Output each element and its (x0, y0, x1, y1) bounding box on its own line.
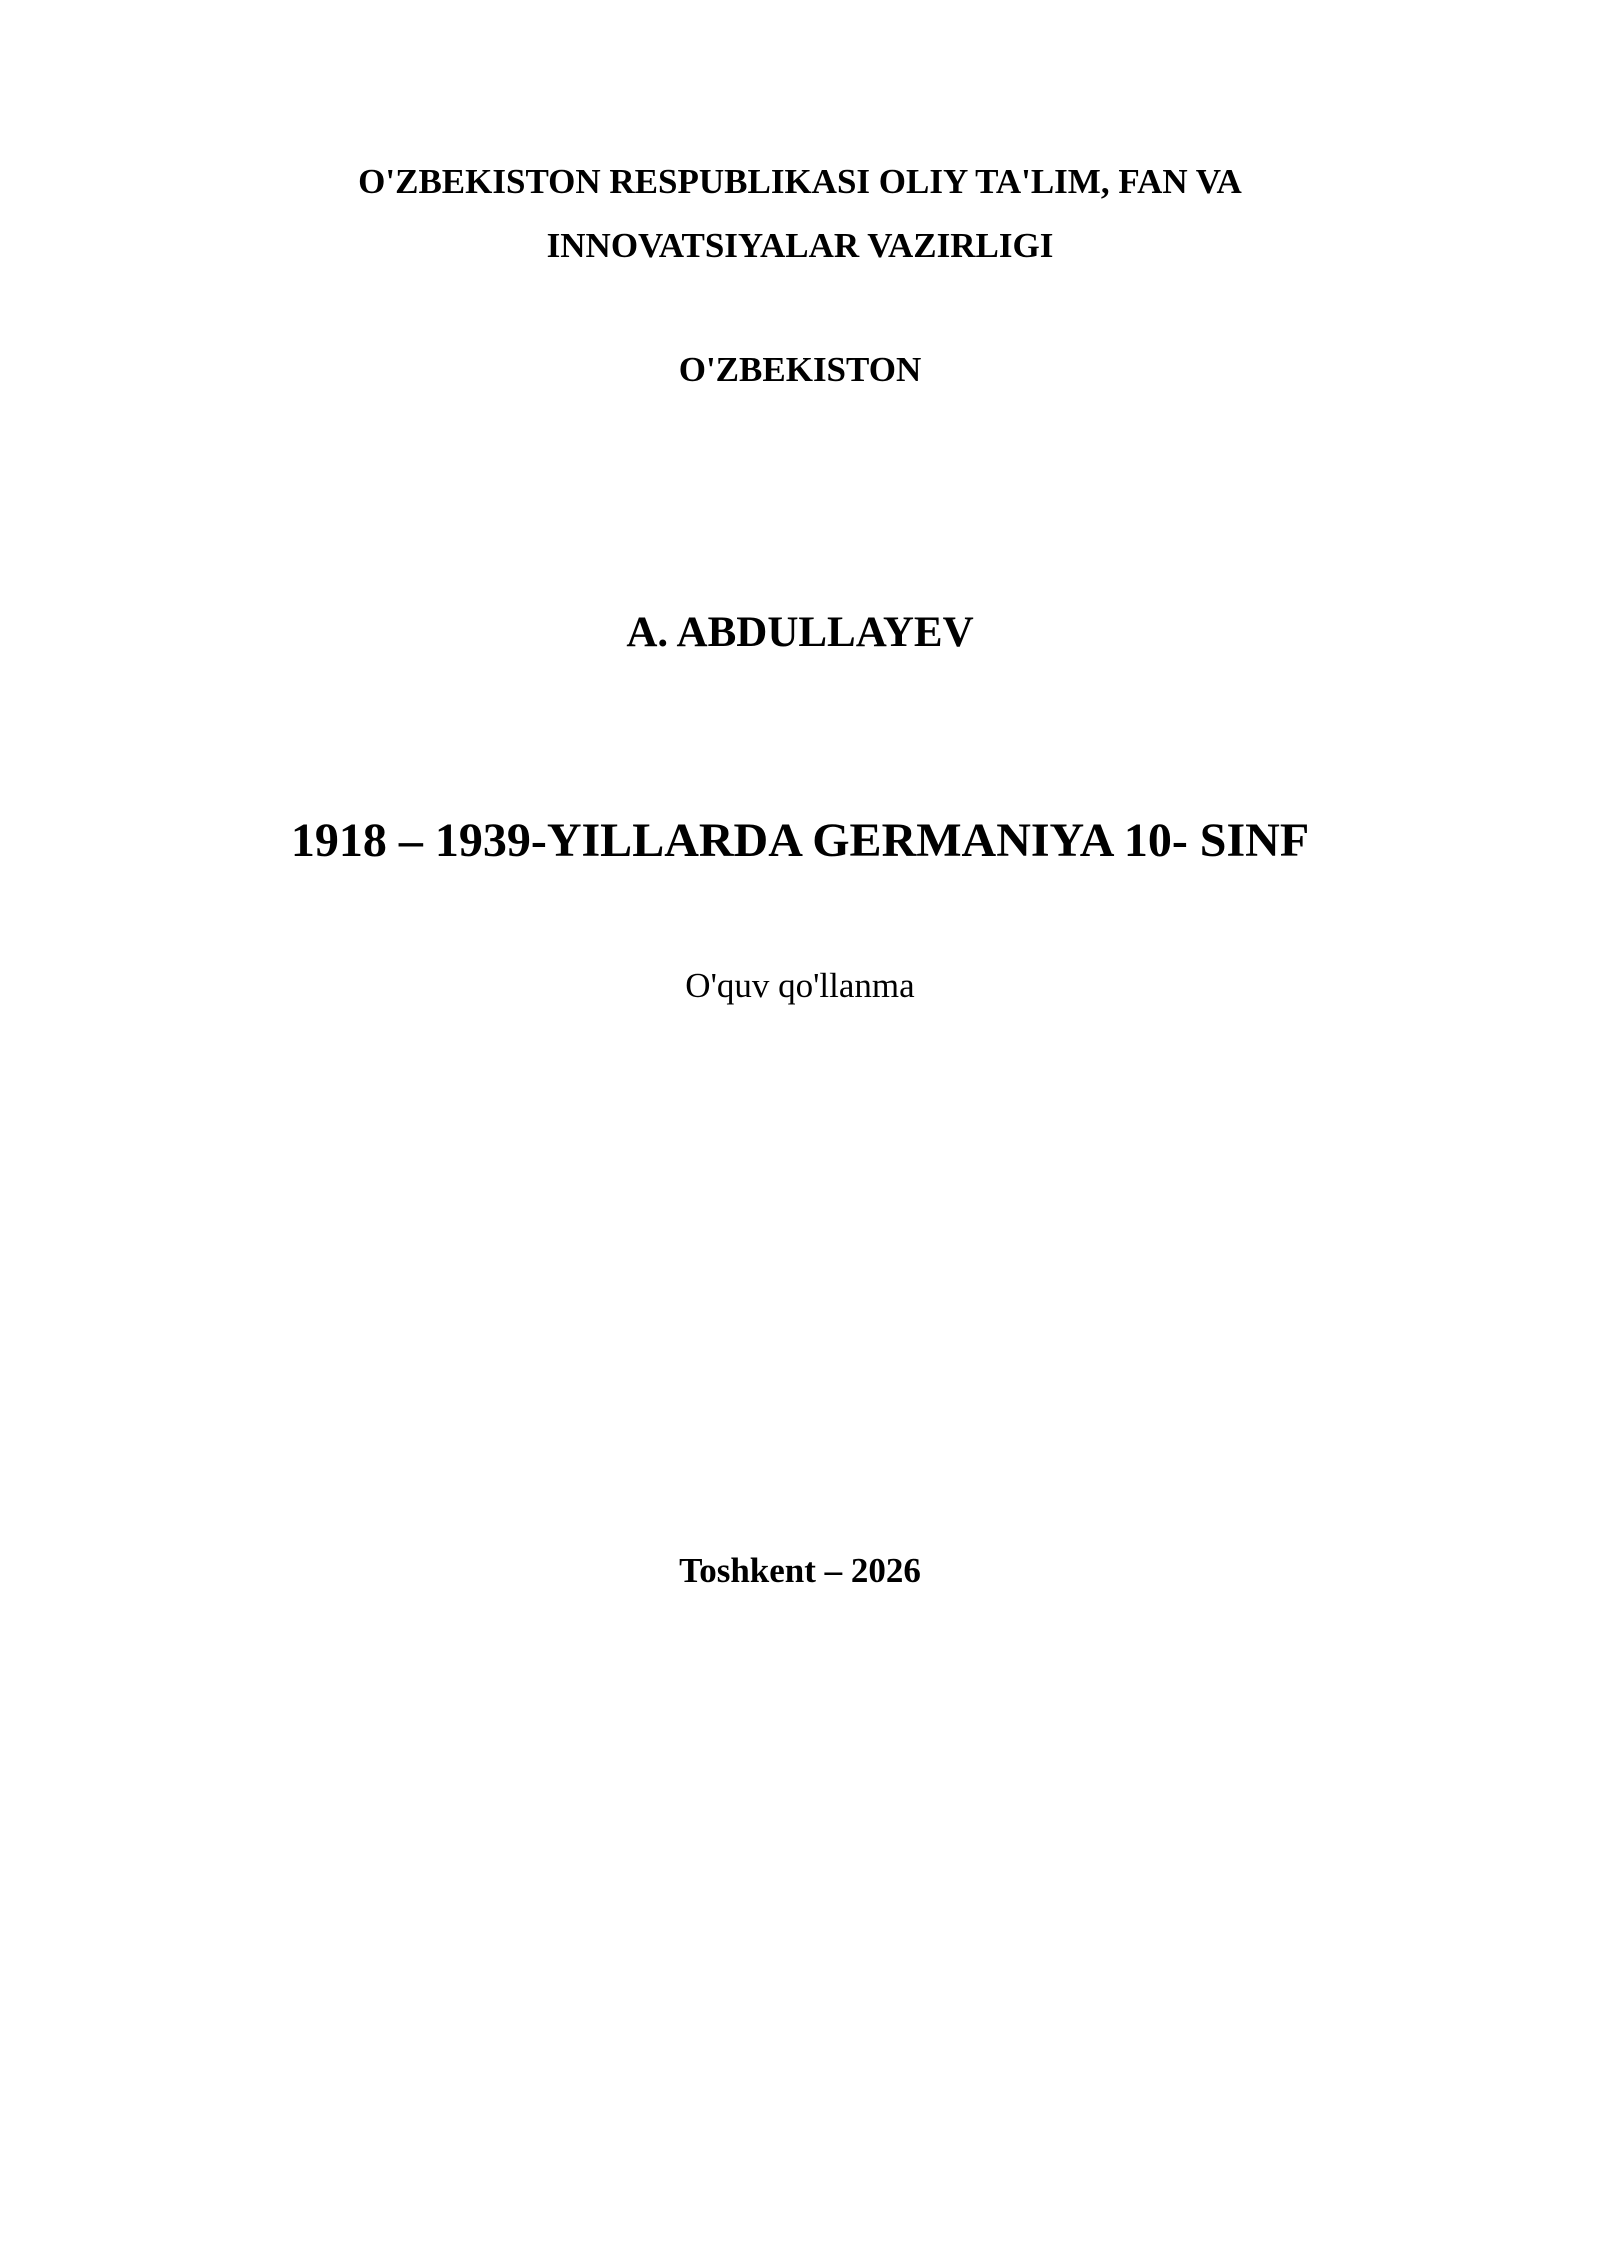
document-title: 1918 – 1939-YILLARDA GERMANIYA 10- SINF (290, 814, 1310, 867)
document-type: O'quv qo'llanma (685, 966, 915, 1005)
ministry-heading-line-1: O'ZBEKISTON RESPUBLIKASI OLIY TA'LIM, FAN VA (358, 162, 1242, 201)
place-and-year: Toshkent – 2026 (679, 1551, 921, 1590)
ministry-heading (0, 150, 1600, 278)
ministry-heading-line-2: INNOVATSIYALAR VAZIRLIGI (546, 226, 1054, 265)
author-name: A. ABDULLAYEV (626, 609, 974, 656)
country-name: O'ZBEKISTON (678, 350, 922, 389)
